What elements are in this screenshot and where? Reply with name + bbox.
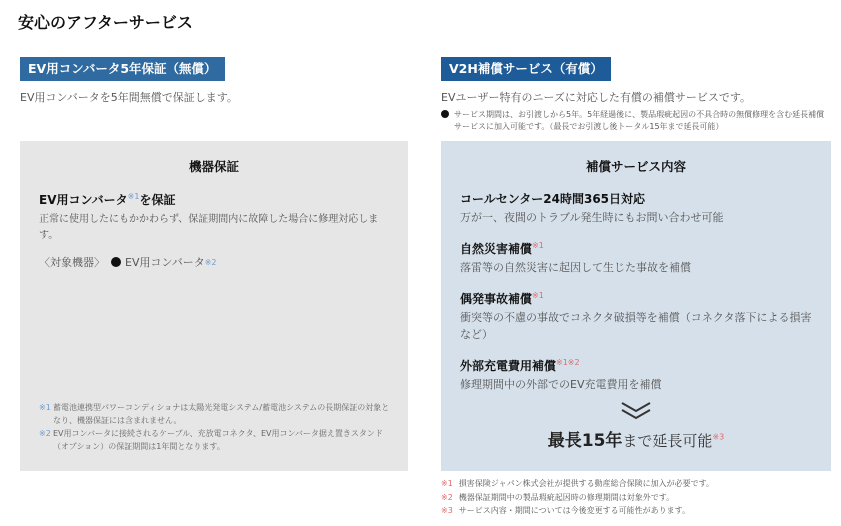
footnote-marker: ※2	[441, 492, 453, 502]
footnote-marker: ※1	[532, 291, 544, 300]
compensation-service-title: 補償サービス内容	[585, 159, 686, 174]
footnote-item	[39, 427, 394, 453]
footnote-item	[441, 491, 714, 505]
extension-highlight	[441, 426, 831, 451]
footnote-item	[39, 401, 394, 427]
service-item-title	[460, 355, 815, 374]
paid-service-description: EVユーザー特有のニーズに対応した有償の補償サービスです。	[441, 91, 752, 104]
footnote-text: 損害保険ジャパン株式会社が提供する動産総合保険に加入が必要です。	[458, 479, 714, 488]
free-warranty-label: EV用コンバータ5年保証（無償）	[20, 57, 225, 81]
converter-warranty-body: 正常に使用したにもかかわらず、保証期間内に故障した場合に修理対応します。	[39, 214, 379, 241]
converter-warranty-heading	[39, 189, 389, 208]
service-item-body: 衝突等の不慮の事故でコネクタ破損等を補償（コネクタ落下による損害など）	[460, 311, 812, 341]
bullet-icon	[111, 257, 121, 267]
service-item-body: 万が一、夜間のトラブル発生時にもお問い合わせ可能	[460, 211, 724, 224]
equipment-warranty-title: 機器保証	[188, 159, 239, 174]
service-item-title-text: 外部充電費用補償	[460, 359, 557, 373]
equipment-warranty-content	[39, 189, 389, 270]
service-item-body: 落雷等の自然災害に起因して生じた事故を補償	[460, 261, 691, 274]
service-item-call-center	[460, 191, 815, 226]
equipment-warranty-panel	[20, 141, 408, 471]
free-warranty-description: EV用コンバータを5年間無償で保証します。	[20, 91, 238, 104]
free-warranty-section	[20, 57, 408, 105]
service-period-note-text: サービス期間は、お引渡しから5年。5年経過後に、製品瑕疵起因の不具合時の無償修理を含む延長補償サービスに加入可能です。（最長でお引渡し後トータル15年まで延長可能）	[454, 110, 825, 131]
service-item-title	[460, 288, 815, 307]
service-item-title-text: 偶発事故補償	[460, 292, 533, 306]
service-item-external-charging	[460, 355, 815, 393]
service-item-title	[460, 191, 815, 207]
service-item-title-text: 自然災害補償	[460, 242, 533, 256]
service-period-note	[441, 109, 831, 133]
bullet-icon	[441, 110, 449, 118]
footnote-marker: ※1	[441, 479, 453, 488]
footnote-marker: ※2	[204, 257, 217, 267]
service-item-title-text: コールセンター24時間365日対応	[460, 192, 646, 206]
service-item-title	[460, 238, 815, 257]
service-item-accident	[460, 288, 815, 343]
converter-warranty-heading-suffix: を保証	[139, 193, 176, 207]
footnote-marker: ※2	[39, 429, 51, 438]
footnote-text: 機器保証期間中の製品瑕疵起因時の修理期間は対象外です。	[458, 492, 675, 502]
footnote-marker: ※1	[127, 192, 140, 201]
extension-text: まで延長可能	[622, 432, 713, 450]
equipment-warranty-notes	[39, 401, 394, 453]
target-equipment-label: 〈対象機器〉	[39, 256, 105, 269]
footnote-text: 蓄電池連携型パワーコンディショナは太陽光発電システム/蓄電池システムの長期保証の対象となり、機器保証には含まれません。	[53, 403, 390, 425]
paid-service-label: V2H補償サービス（有償）	[441, 57, 611, 81]
converter-warranty-heading-text: EV用コンバータ	[39, 193, 128, 207]
footnote-marker: ※1※2	[556, 358, 580, 367]
service-item-body: 修理期間中の外部でのEV充電費用を補償	[460, 378, 662, 391]
footnote-marker: ※1	[39, 403, 51, 412]
footnote-marker: ※1	[532, 241, 544, 250]
footnote-marker: ※3	[712, 432, 725, 442]
compensation-service-panel	[441, 141, 831, 471]
service-item-natural-disaster	[460, 238, 815, 276]
target-equipment-value: EV用コンバータ	[125, 256, 205, 269]
target-equipment	[39, 254, 389, 270]
compensation-service-notes	[441, 477, 714, 518]
compensation-service-list	[460, 191, 815, 405]
footnote-marker: ※3	[441, 506, 453, 515]
page-title: 安心のアフターサービス	[18, 13, 193, 32]
extension-max-years: 最長15年	[547, 431, 623, 451]
footnote-text: サービス内容・期間については今後変更する可能性があります。	[458, 506, 690, 515]
chevron-down-icon	[441, 401, 831, 425]
footnote-item	[441, 504, 714, 518]
footnote-item	[441, 477, 714, 491]
paid-service-section	[441, 57, 831, 133]
footnote-text: EV用コンバータに接続されるケーブル、充放電コネクタ、EV用コンバータ据え置きスタンド（オプション）の保証期間は1年間となります。	[53, 429, 383, 451]
